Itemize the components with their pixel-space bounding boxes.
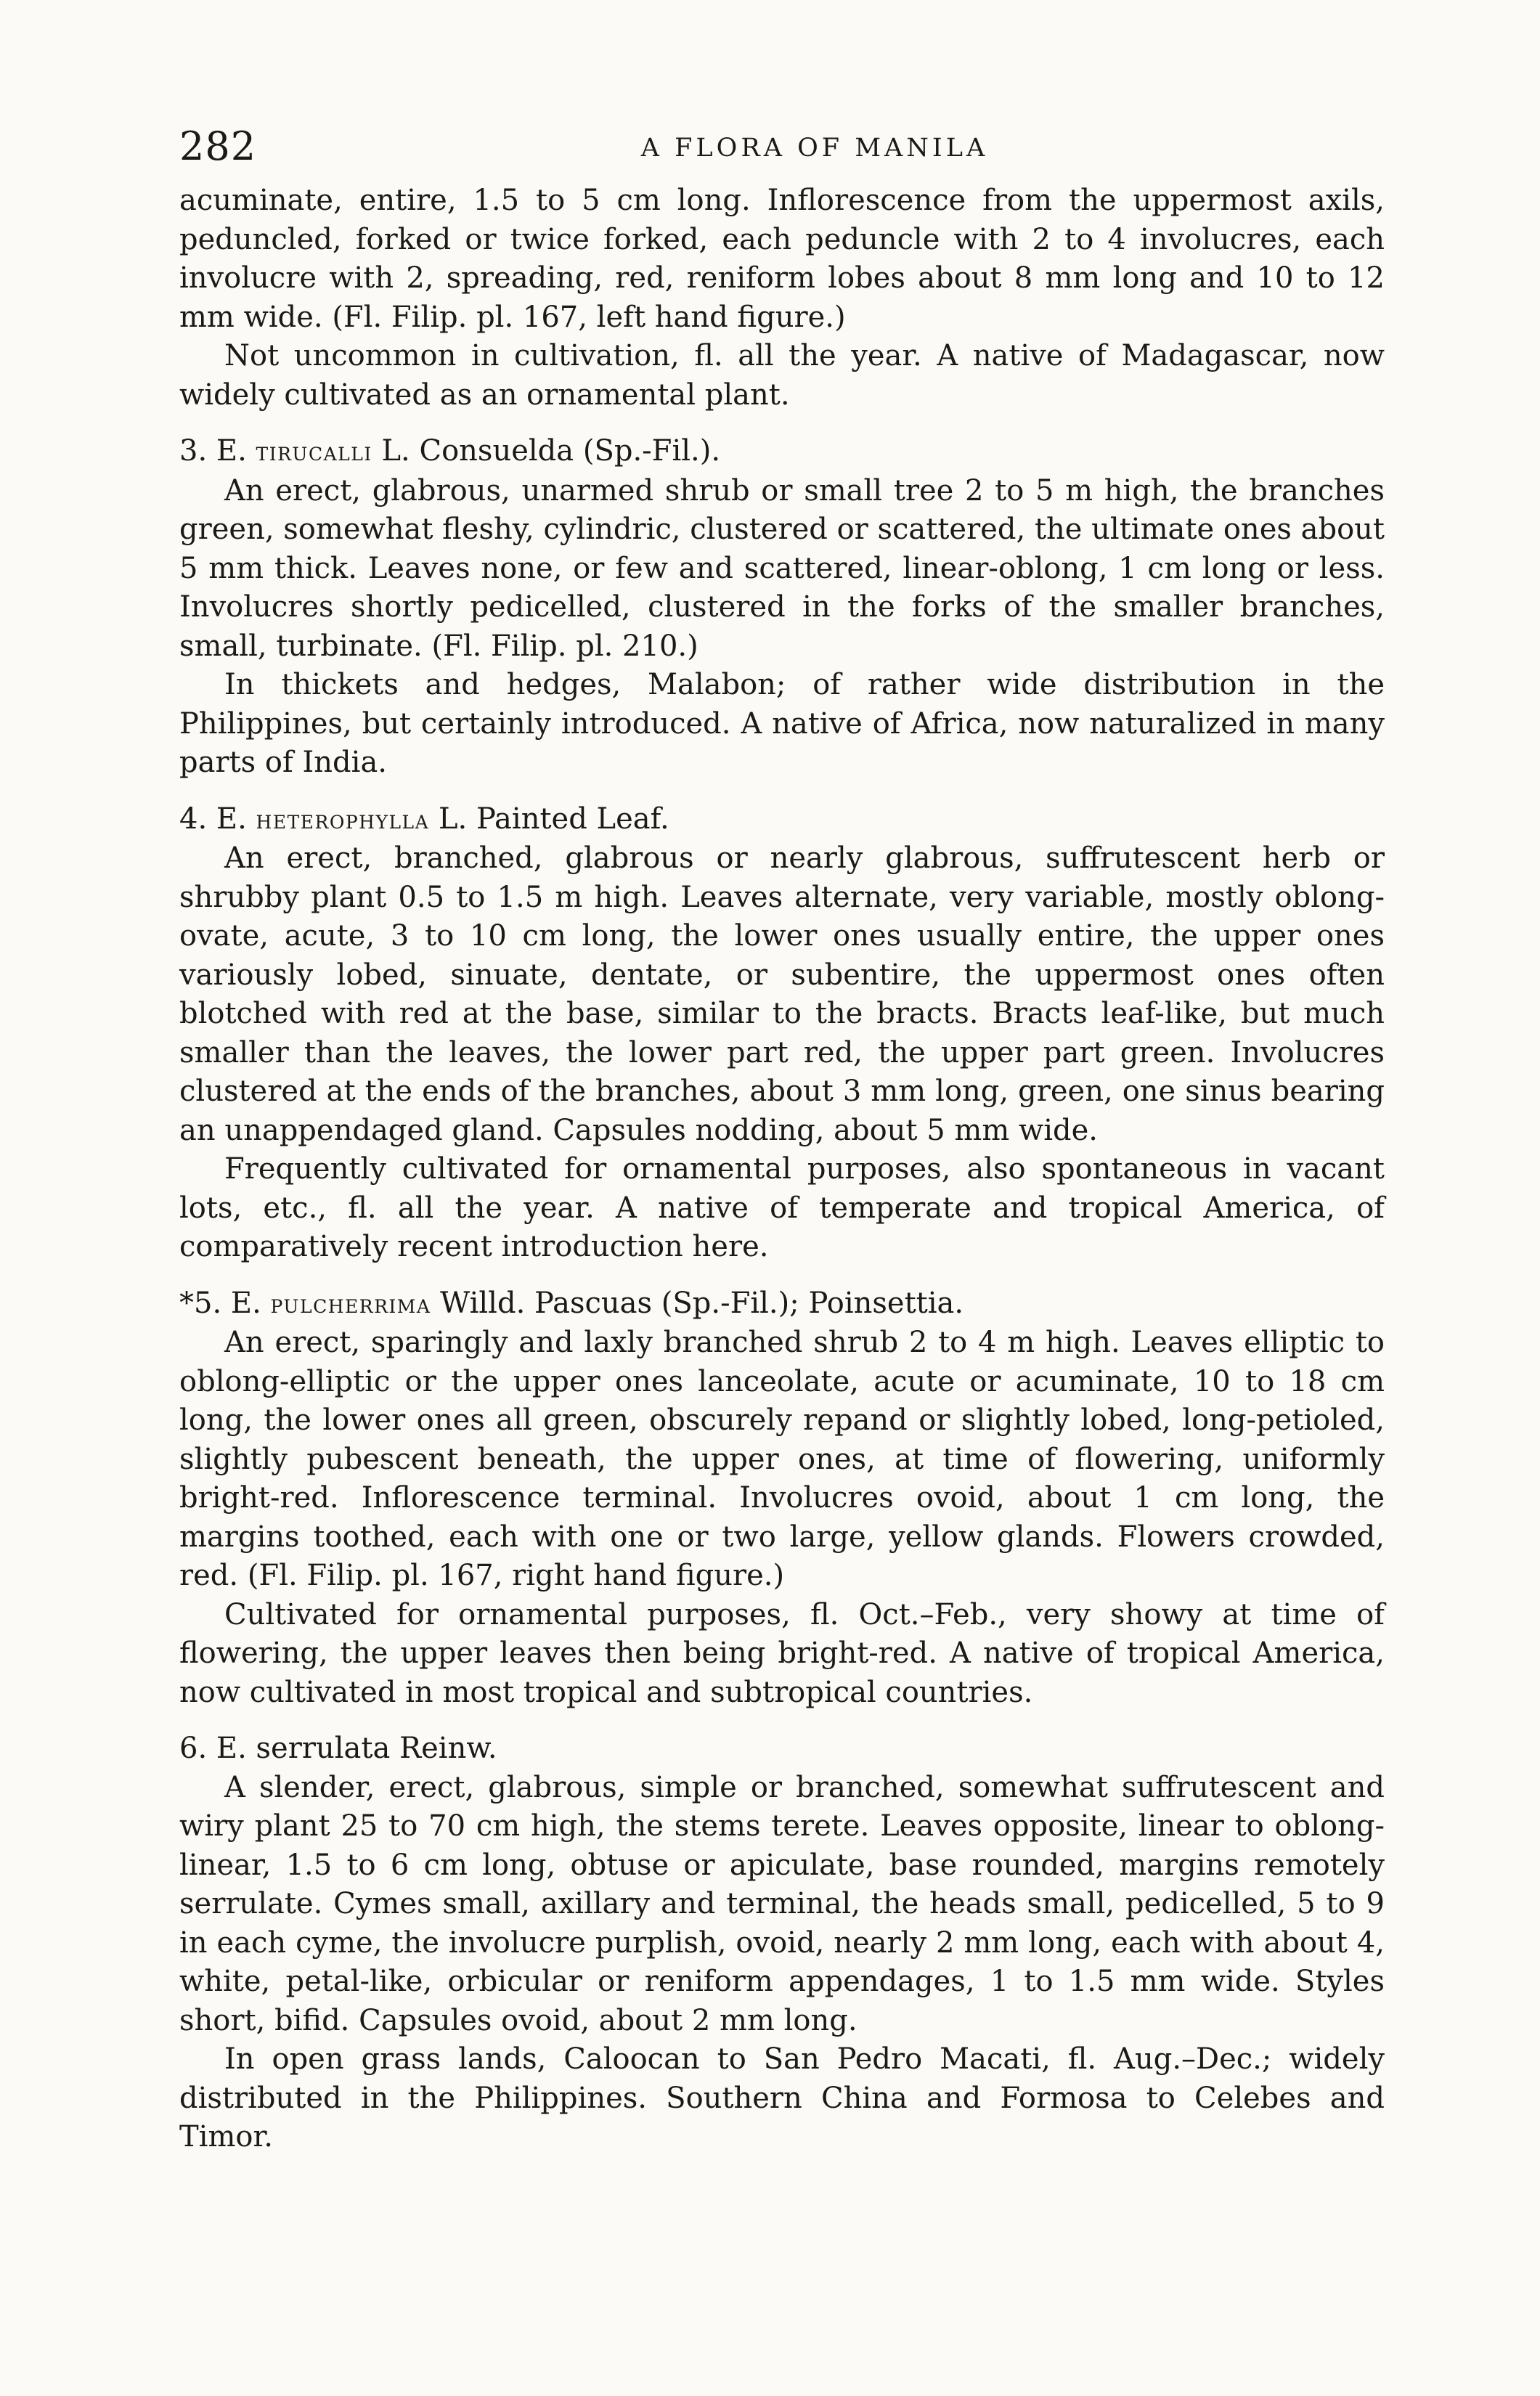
- species-entry-heterophylla: [179, 800, 1385, 1267]
- page-header: [179, 116, 1385, 182]
- species-heading: [179, 1284, 1385, 1324]
- species-number: *5.: [179, 1286, 222, 1320]
- book-page: [179, 116, 1385, 2157]
- species-common-names: Pascuas (Sp.-Fil.); Poinsettia.: [534, 1286, 964, 1320]
- page-body: [179, 182, 1385, 2157]
- species-description: An erect, branched, glabrous or nearly glabrous, suffrutescent herb or shrubby plant 0.5 to 1.5 m high. Leaves alternate, very variable, mostly oblong-ovate, acute, 3 to 10 cm long, the lower ones usually entire, the upper ones variously lobed, sinuate, dentate, or subentire, the uppermost ones often blotched with red at the base, similar to the bracts. Bracts leaf-like, but much smaller than the leaves, the lower part red, the upper part green. Involucres clustered at the ends of the branches, about 3 mm long, green, one sinus bearing an unappendaged gland. Capsules nodding, about 5 mm wide.: [179, 842, 1385, 1147]
- species-distribution: In thickets and hedges, Malabon; of rather wide distribution in the Philippines, but certainly introduced. A native of Africa, now naturalized in many parts of India.: [179, 668, 1385, 779]
- species-number: 4.: [179, 802, 208, 836]
- species-entry-tirucalli: [179, 432, 1385, 783]
- species-heading: [179, 800, 1385, 840]
- species-entry-serrulata: [179, 1729, 1385, 2157]
- species-distribution: In open grass lands, Caloocan to San Pedro Macati, fl. Aug.–Dec.; widely distributed in the Philippines. Southern China and Formosa to Celebes and Timor.: [179, 2042, 1385, 2153]
- species-description: An erect, sparingly and laxly branched shrub 2 to 4 m high. Leaves elliptic to oblong-elliptic or the upper ones lanceolate, acute or acuminate, 10 to 18 cm long, the lower ones all green, obscurely repand or slightly lobed, long-petioled, slightly pubescent beneath, the upper ones, at time of flowering, uniformly bright-red. Inflorescence terminal. Involucres ovoid, about 1 cm long, the margins toothed, each with one or two large, yellow glands. Flowers crowded, red. (Fl. Filip. pl. 167, right hand figure.): [179, 1326, 1385, 1592]
- species-author: Reinw.: [399, 1732, 497, 1765]
- species-author: Willd.: [440, 1286, 526, 1320]
- species-common-names: Painted Leaf.: [476, 802, 669, 836]
- species-epithet: heterophylla: [256, 804, 430, 835]
- species-common-names: Consuelda (Sp.-Fil.).: [419, 434, 721, 468]
- species-author: L.: [438, 802, 468, 836]
- species-genus: E.: [216, 802, 247, 836]
- species-heading: [179, 432, 1385, 472]
- species-genus: E.: [216, 434, 247, 468]
- species-epithet: tirucalli: [256, 437, 372, 467]
- carryover-description: acuminate, entire, 1.5 to 5 cm long. Inflorescence from the uppermost axils, peduncled, forked or twice forked, each peduncle with 2 to 4 involucres, each involucre with 2, spreading, red, reniform lobes about 8 mm long and 10 to 12 mm wide. (Fl. Filip. pl. 167, left hand figure.): [179, 184, 1385, 334]
- species-description: An erect, glabrous, unarmed shrub or small tree 2 to 5 m high, the branches green, somewhat fleshy, cylindric, clustered or scattered, the ultimate ones about 5 mm thick. Leaves none, or few and scattered, linear-oblong, 1 cm long or less. Involucres shortly pedicelled, clustered in the forks of the smaller branches, small, turbinate. (Fl. Filip. pl. 210.): [179, 473, 1385, 663]
- species-epithet: pulcherrima: [270, 1289, 431, 1319]
- species-number: 3.: [179, 434, 208, 468]
- species-distribution: Cultivated for ornamental purposes, fl. Oct.–Feb., very showy at time of flowering, the upper leaves then being bright-red. A native of tropical America, now cultivated in most tropical and subtropical countries.: [179, 1597, 1385, 1709]
- species-genus: E.: [230, 1286, 261, 1320]
- species-description: A slender, erect, glabrous, simple or branched, somewhat suffrutescent and wiry plant 25 to 70 cm high, the stems terete. Leaves opposite, linear to oblong-linear, 1.5 to 6 cm long, obtuse or apiculate, base rounded, margins remotely serrulate. Cymes small, axillary and terminal, the heads small, pedicelled, 5 to 9 in each cyme, the involucre purplish, ovoid, nearly 2 mm long, each with about 4, white, petal-like, orbicular or reniform appendages, 1 to 1.5 mm wide. Styles short, bifid. Capsules ovoid, about 2 mm long.: [179, 1770, 1385, 2037]
- species-entry-pulcherrima: [179, 1284, 1385, 1713]
- carryover-distribution: Not uncommon in cultivation, fl. all the year. A native of Madagascar, now widely cultivated as an ornamental plant.: [179, 339, 1385, 412]
- species-epithet: serrulata: [256, 1732, 391, 1765]
- running-title: A FLORA OF MANILA: [640, 134, 989, 163]
- species-number: 6.: [179, 1732, 208, 1765]
- species-genus: E.: [216, 1732, 247, 1765]
- page-number: 282: [179, 123, 257, 169]
- species-distribution: Frequently cultivated for ornamental purposes, also spontaneous in vacant lots, etc., fl. all the year. A native of temperate and tropical America, of comparatively recent introduction here.: [179, 1152, 1385, 1263]
- species-author: L.: [381, 434, 410, 468]
- species-heading: [179, 1729, 1385, 1769]
